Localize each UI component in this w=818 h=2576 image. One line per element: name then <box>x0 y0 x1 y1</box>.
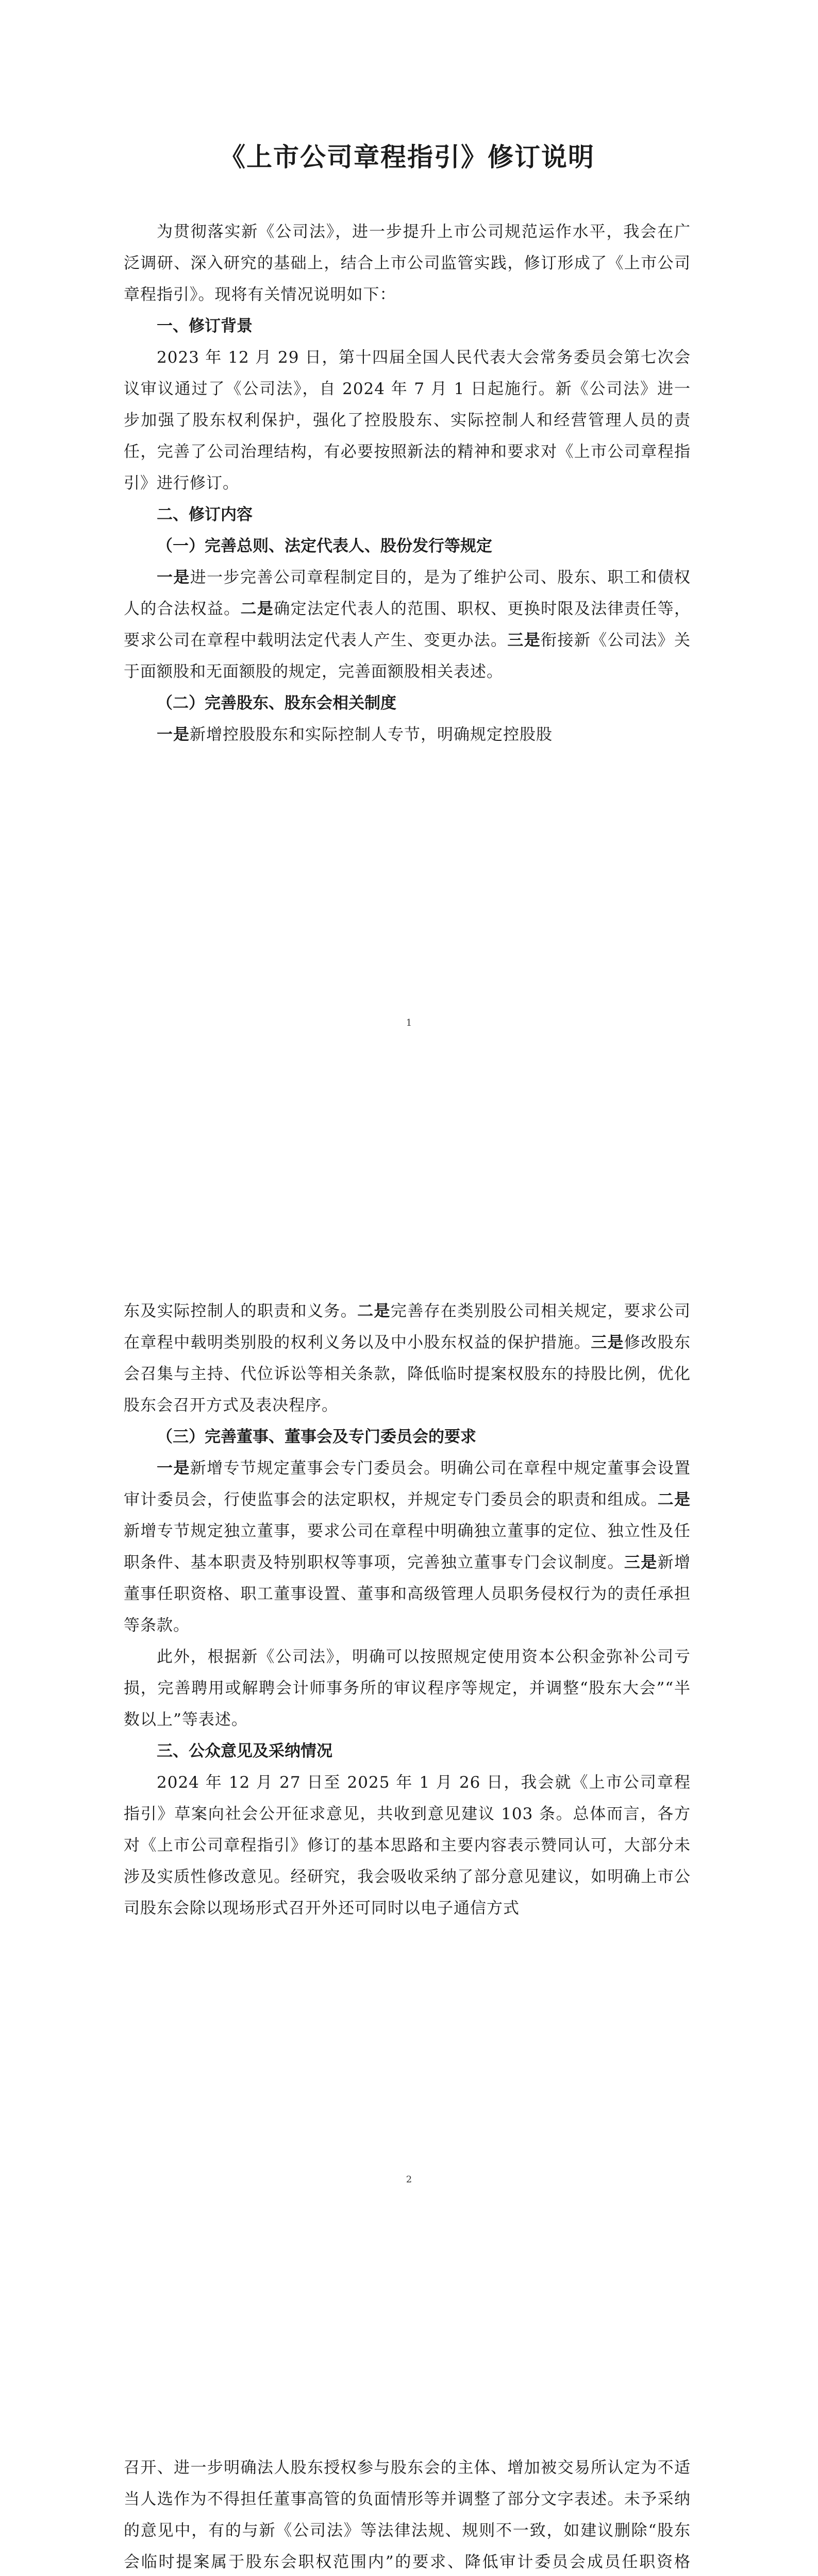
item-text: 完善存在类别股公司相关规定，要求公司在章程中载明类别股的权利义务以及中小股东权益的保护措施。 <box>124 1302 691 1352</box>
lead-marker: 三是 <box>507 631 541 650</box>
subsection-2-2-body-start <box>124 719 691 751</box>
lead-marker: 一是 <box>157 1459 190 1478</box>
lead-marker: 一是 <box>157 725 190 744</box>
item-text: 新增控股股东和实际控制人专节，明确规定控股股 <box>190 725 553 744</box>
item-text: 进一步完善公司章程制定目的，是为了维护公司、股东、职工和债权人的合法权益。 <box>124 568 691 618</box>
lead-marker: 二是 <box>657 1490 691 1509</box>
page-3-content <box>124 2452 691 2576</box>
subsection-2-3-body <box>124 1453 691 1641</box>
page-2-content <box>124 1296 691 1924</box>
subsection-2-1-body <box>124 562 691 688</box>
section-3-heading: 三、公众意见及采纳情况 <box>157 1742 332 1760</box>
section-3-body-start: 2024 年 12 月 27 日至 2025 年 1 月 26 日，我会就《上市公司章程指引》草案向社会公开征求意见，共收到意见建议 103 条。总体而言，各方对《上市公司章程指引》修订的基本思路和主要内容表示赞同认可，大部分未涉及实质性修改意见。经研究，我会吸收采纳了部分意见建议，如明确上市公司股东会除以现场形式召开外还可同时以电子通信方式 <box>124 1773 691 1918</box>
lead-marker: 三是 <box>591 1333 624 1352</box>
document-page-3 <box>0 2313 818 2576</box>
item-text: 新增专节规定独立董事，要求公司在章程中明确独立董事的定位、独立性及任职条件、基本职责及特别职权等事项，完善独立董事专门会议制度。 <box>124 1522 691 1572</box>
lead-marker: 一是 <box>157 568 190 587</box>
item-text: 确定法定代表人的范围、职权、更换时限及法律责任等，要求公司在章程中载明法定代表人产生、变更办法。 <box>124 600 691 650</box>
subsection-2-2-heading: （二）完善股东、股东会相关制度 <box>157 694 396 713</box>
item-text: 新增专节规定董事会专门委员会。明确公司在章程中规定董事会设置审计委员会，行使监事会的法定职权，并规定专门委员会的职责和组成。 <box>124 1459 691 1509</box>
item-text: 衔接新《公司法》关于面额股和无面额股的规定，完善面额股相关表述。 <box>124 631 691 681</box>
additional-changes-paragraph: 此外，根据新《公司法》，明确可以按照规定使用资本公积金弥补公司亏损，完善聘用或解聘会计师事务所的审议程序等规定，并调整“股东大会”“半数以上”等表述。 <box>124 1648 691 1729</box>
section-1-heading: 一、修订背景 <box>157 317 253 335</box>
document-page-2 <box>0 1157 818 2313</box>
document-title: 《上市公司章程指引》修订说明 <box>220 142 595 172</box>
page-1-content <box>124 139 691 751</box>
subsection-2-3-heading: （三）完善董事、董事会及专门委员会的要求 <box>157 1428 476 1446</box>
page-number: 1 <box>406 1018 412 1028</box>
subsection-2-2-body-continued <box>124 1296 691 1421</box>
intro-paragraph: 为贯彻落实新《公司法》，进一步提升上市公司规范运作水平，我会在广泛调研、深入研究的基础上，结合上市公司监管实践，修订形成了《上市公司章程指引》。现将有关情况说明如下： <box>124 223 691 304</box>
lead-marker: 二是 <box>357 1302 391 1320</box>
item-text: 修改股东会召集与主持、代位诉讼等相关条款，降低临时提案权股东的持股比例，优化股东会召开方式及表决程序。 <box>124 1333 691 1415</box>
lead-marker: 三是 <box>624 1553 658 1572</box>
document-page-1 <box>0 0 818 1157</box>
section-2-heading: 二、修订内容 <box>157 505 253 524</box>
page-number: 2 <box>406 2174 412 2185</box>
subsection-2-1-heading: （一）完善总则、法定代表人、股份发行等规定 <box>157 537 492 555</box>
lead-marker: 二是 <box>240 600 274 618</box>
section-3-body-continued: 召开、进一步明确法人股东授权参与股东会的主体、增加被交易所认定为不适当人选作为不得担任董事高管的负面情形等并调整了部分文字表述。未予采纳的意见中，有的与新《公司法》等法律法规、规则不一致，如建议删除“股东会临时提案属于股东会职权范围内”的要求、降低审计委员会成员任职资格 <box>124 2459 691 2571</box>
section-1-body: 2023 年 12 月 29 日，第十四届全国人民代表大会常务委员会第七次会议审议通过了《公司法》，自 2024 年 7 月 1 日起施行。新《公司法》进一步加强了股东权利保护，强化了控股股东、实际控制人和经营管理人员的责任，完善了公司治理结构，有必要按照新法的精神和要求对《上市公司章程指引》进行修订。 <box>124 348 691 493</box>
item-text: 新增董事任职资格、职工董事设置、董事和高级管理人员职务侵权行为的责任承担等条款。 <box>124 1553 691 1635</box>
item-text: 东及实际控制人的职责和义务。 <box>124 1302 358 1320</box>
